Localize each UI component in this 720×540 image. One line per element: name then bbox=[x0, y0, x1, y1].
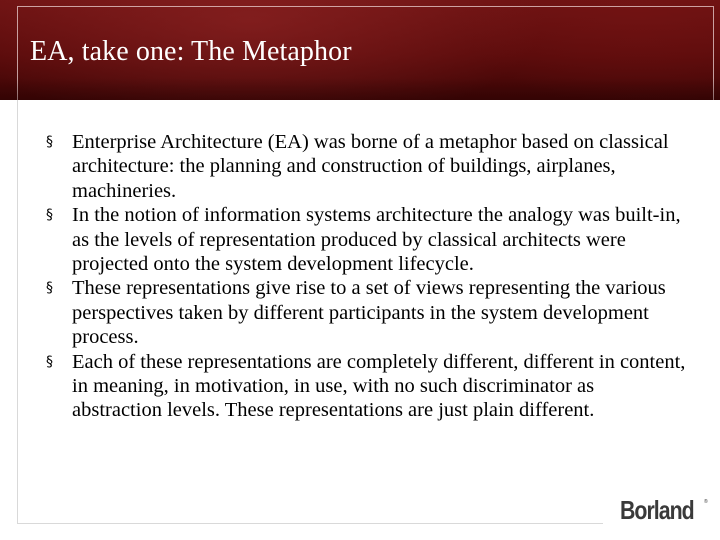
bullet-text: Each of these representations are completely different, different in content, in meaning, in motivation, in use, with no such discriminator as abstraction levels. These representations are just plain different. bbox=[72, 350, 686, 422]
slide-title: EA, take one: The Metaphor bbox=[30, 36, 352, 67]
bullet-item bbox=[46, 276, 686, 349]
bullet-text: Enterprise Architecture (EA) was borne of a metaphor based on classical architecture: the planning and construction of buildings, airplanes, machineries. bbox=[72, 131, 669, 202]
bullet-item bbox=[46, 350, 686, 423]
registered-mark: ® bbox=[704, 499, 708, 505]
borland-logo: Borland bbox=[620, 495, 694, 525]
bullet-item bbox=[46, 203, 686, 276]
bullet-text: These representations give rise to a set of views representing the various perspectives taken by different participants in the system development process. bbox=[72, 277, 666, 349]
bullet-marker-icon: § bbox=[46, 280, 53, 297]
title-banner bbox=[0, 0, 720, 100]
bullet-marker-icon: § bbox=[46, 353, 53, 370]
bullet-item bbox=[46, 130, 686, 203]
bullet-marker-icon: § bbox=[46, 207, 53, 224]
bullet-list bbox=[46, 130, 686, 423]
bottom-rule-line bbox=[17, 523, 603, 524]
bullet-text: In the notion of information systems architecture the analogy was built-in, as the levels of representation produced by classical architects were projected onto the system development lifecycle. bbox=[72, 204, 681, 276]
bullet-marker-icon: § bbox=[46, 134, 53, 150]
left-rule-line bbox=[17, 100, 18, 524]
